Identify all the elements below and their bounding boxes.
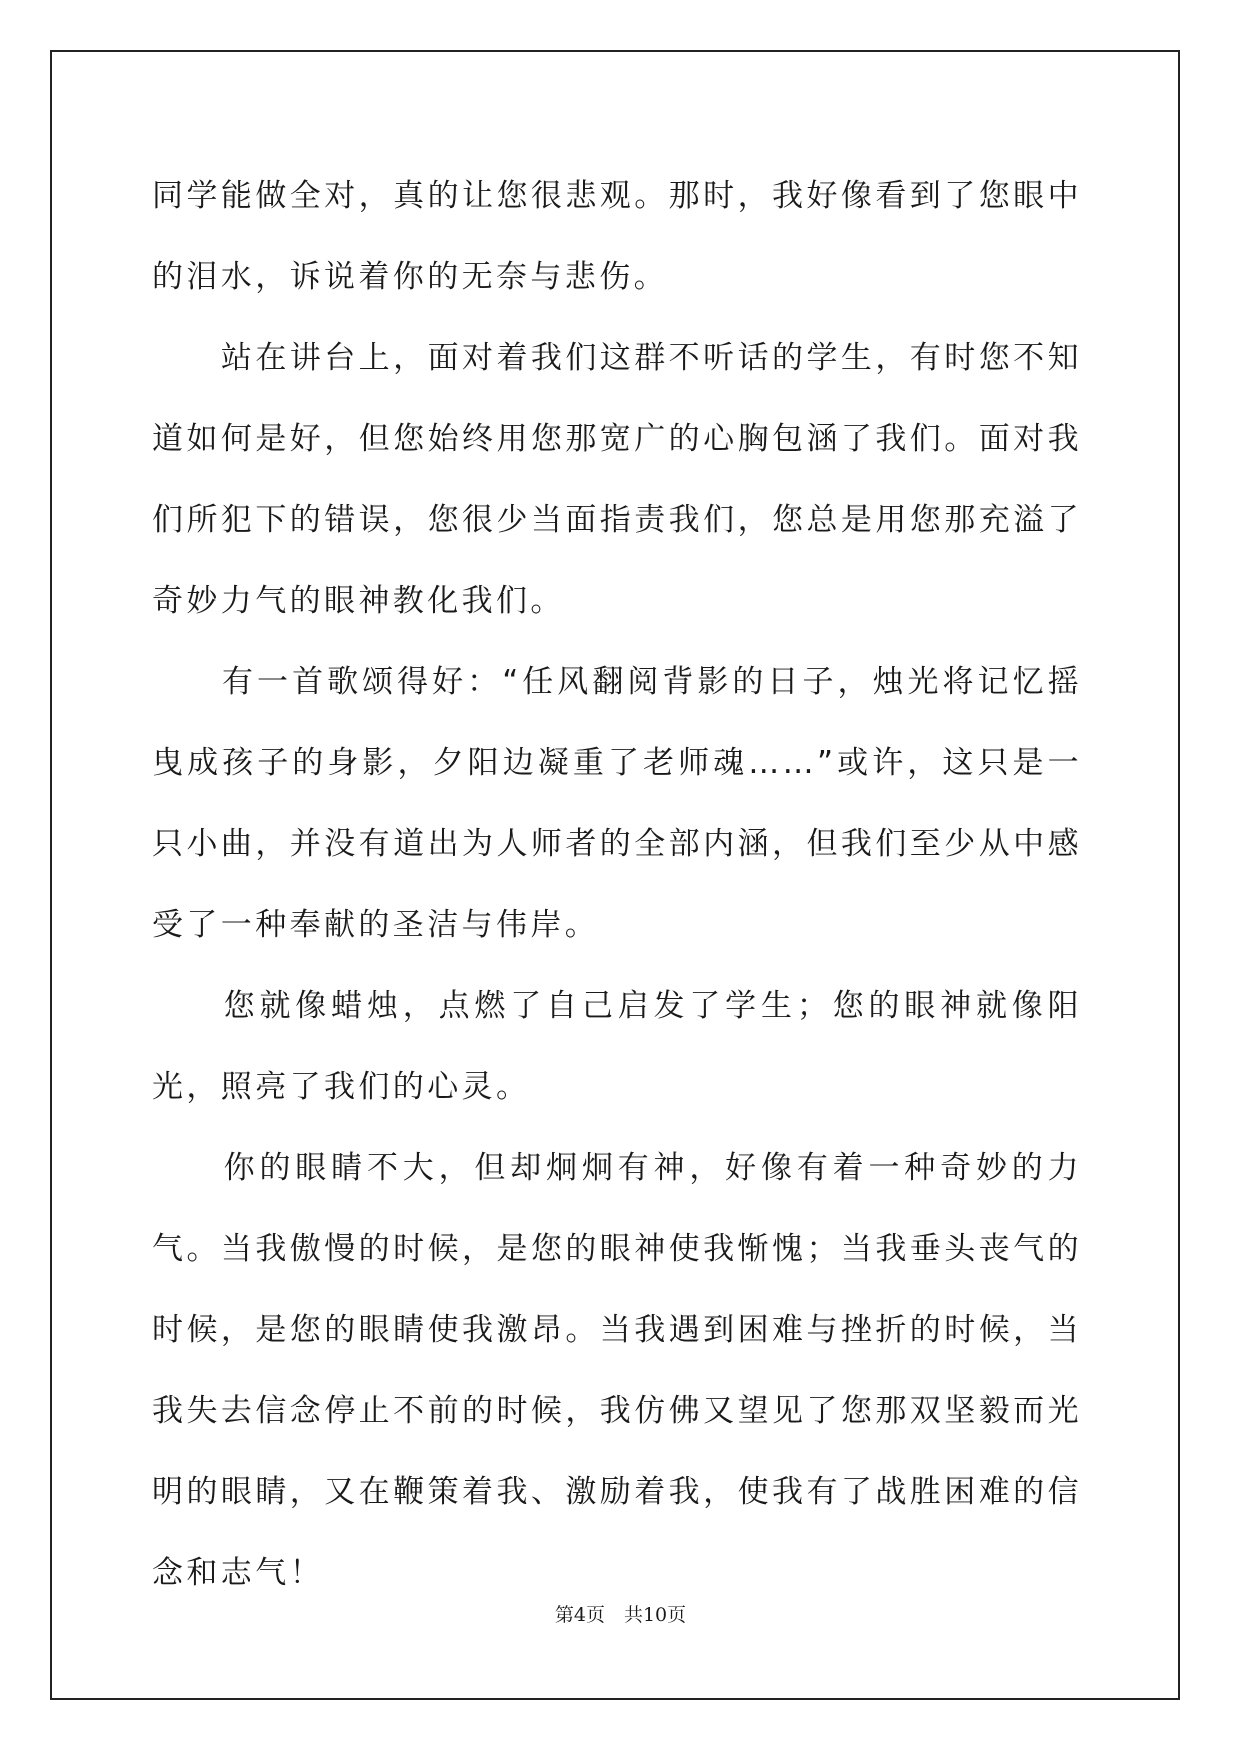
paragraph-3: 有一首歌颂得好：“任风翻阅背影的日子，烛光将记忆摇曳成孩子的身影，夕阳边凝重了老师魂……”或许，这只是一只小曲，并没有道出为人师者的全部内涵，但我们至少从中感受了一种奉献的圣洁与伟岸。 bbox=[152, 664, 1082, 943]
page-footer bbox=[0, 1600, 1241, 1627]
paragraph-2: 站在讲台上，面对着我们这群不听话的学生，有时您不知道如何是好，但您始终用您那宽广的心胸包涵了我们。面对我们所犯下的错误，您很少当面指责我们，您总是用您那充溢了奇妙力气的眼神教化我们。 bbox=[152, 340, 1082, 619]
paragraph-1: 同学能做全对，真的让您很悲观。那时，我好像看到了您眼中的泪水，诉说着你的无奈与悲伤。 bbox=[152, 178, 1082, 295]
page-number-label: 第4页 共10页 bbox=[554, 1604, 687, 1626]
paragraph-4: 您就像蜡烛，点燃了自己启发了学生；您的眼神就像阳光，照亮了我们的心灵。 bbox=[152, 988, 1082, 1105]
paragraph-5: 你的眼睛不大，但却炯炯有神，好像有着一种奇妙的力气。当我傲慢的时候，是您的眼神使我惭愧；当我垂头丧气的时候，是您的眼睛使我激昂。当我遇到困难与挫折的时候，当我失去信念停止不前的时候，我仿佛又望见了您那双坚毅而光明的眼睛，又在鞭策着我、激励着我，使我有了战胜困难的信念和志气！ bbox=[152, 1150, 1082, 1591]
document-body bbox=[152, 156, 1082, 1614]
